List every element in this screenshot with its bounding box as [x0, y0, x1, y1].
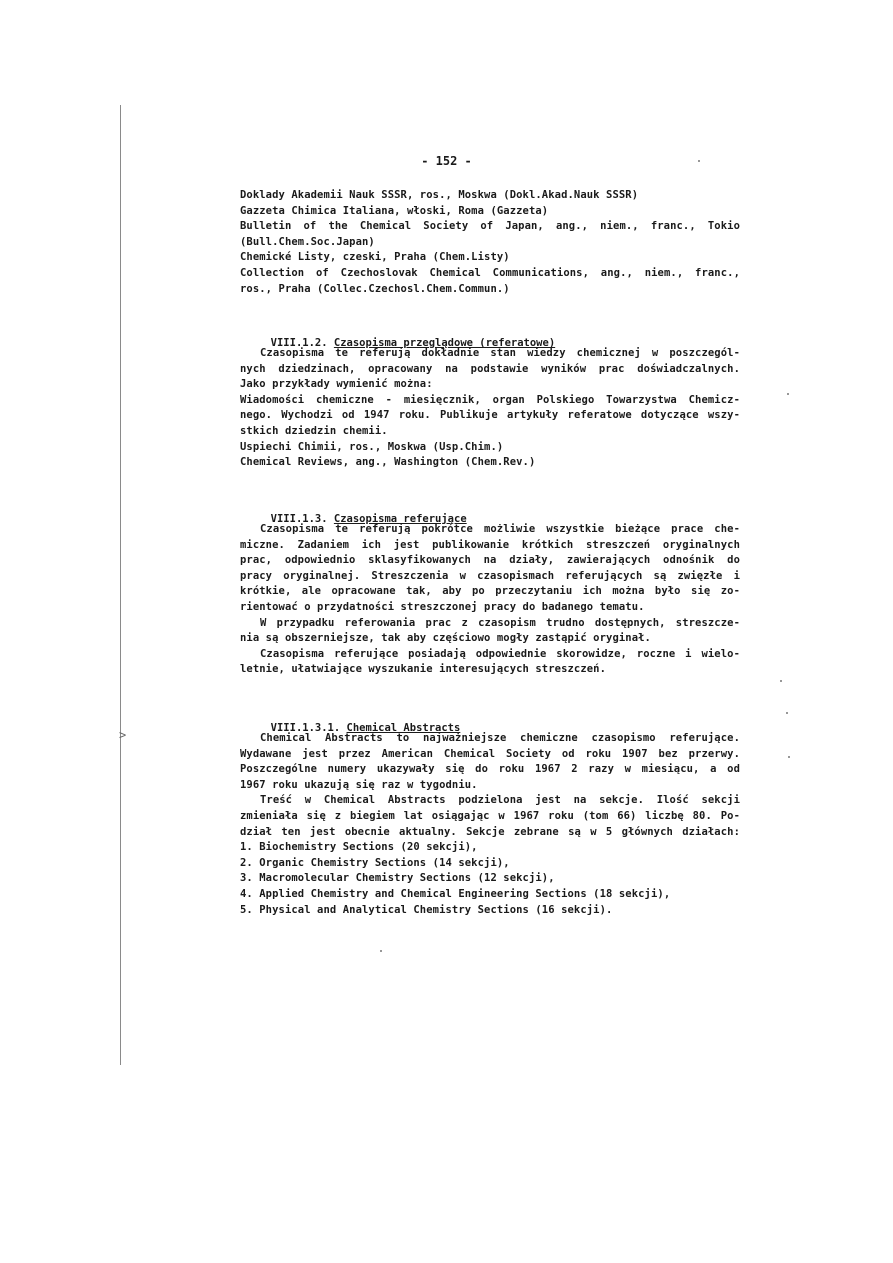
list-item: 4. Applied Chemistry and Chemical Engineering Sections (18 sekcji),: [240, 887, 671, 900]
paragraph-line: Czasopisma te referują dokładnie stan wiedzy chemicznej w poszczegól-: [260, 347, 740, 359]
list-item: 2. Organic Chemistry Sections (14 sekcji),: [240, 856, 510, 869]
journal-line: Collection of Czechoslovak Chemical Communications, ang., niem., franc.,: [240, 266, 740, 279]
section-title: Chemical Abstracts: [346, 722, 461, 734]
journal-line: Gazzeta Chimica Italiana, włoski, Roma (Gazzeta): [240, 204, 549, 217]
journals-list: [240, 188, 740, 297]
paragraph-line: Wiadomości chemiczne - miesięcznik, organ Polskiego Towarzystwa Chemicz-: [240, 393, 740, 406]
journal-line: Chemické Listy, czeski, Praha (Chem.Listy): [240, 251, 510, 264]
paragraph-line: 1967 roku ukazują się raz w tygodniu.: [240, 778, 478, 791]
section-ca-body: [240, 731, 740, 918]
journal-line: ros., Praha (Collec.Czechosl.Chem.Commun.): [240, 282, 510, 295]
journal-line: Bulletin of the Chemical Society of Japan, ang., niem., franc., Tokio: [240, 220, 740, 233]
paragraph-line: krótkie, ale opracowane tak, aby po przeczytaniu ich można było się zo-: [240, 585, 740, 598]
paragraph-line: nych dziedzinach, opracowany na podstawie wyników prac doświadczalnych.: [240, 362, 740, 375]
section-number: VIII.1.2.: [270, 337, 328, 349]
paragraph-line: miczne. Zadaniem ich jest publikowanie krótkich streszczeń oryginalnych: [240, 538, 740, 551]
scan-speck: [787, 393, 789, 395]
paragraph-line: Chemical Reviews, ang., Washington (Chem.Rev.): [240, 456, 536, 469]
scan-speck: [788, 756, 790, 758]
scan-speck: [786, 712, 788, 714]
list-item: 1. Biochemistry Sections (20 sekcji),: [240, 841, 478, 854]
paragraph-line: nego. Wychodzi od 1947 roku. Publikuje artykuły referatowe dotyczące wszy-: [240, 409, 740, 422]
section-title: Czasopisma przeglądowe (referatowe): [333, 337, 556, 349]
paragraph-line: nia są obszerniejsze, tak aby częściowo mogły zastąpić oryginał.: [240, 632, 651, 645]
paragraph-line: pracy oryginalnej. Streszczenia w czasopismach referujących są zwięzłe i: [240, 569, 740, 582]
paragraph-line: Czasopisma referujące posiadają odpowiednie skorowidze, roczne i wielo-: [260, 647, 740, 660]
journal-line: Doklady Akademii Nauk SSSR, ros., Moskwa (Dokl.Akad.Nauk SSSR): [240, 189, 639, 201]
list-item: 5. Physical and Analytical Chemistry Sections (16 sekcji).: [240, 903, 613, 916]
page-number: - 152 -: [421, 154, 472, 168]
section-review-body: [240, 346, 740, 471]
paragraph-line: Poszczególne numery ukazywały się do roku 1967 2 razy w miesiącu, a od: [240, 763, 740, 776]
section-number: VIII.1.3.1.: [270, 722, 341, 734]
paragraph-line: Wydawane jest przez American Chemical Society od roku 1907 bez przerwy.: [240, 747, 740, 760]
paragraph-line: Uspiechi Chimii, ros., Moskwa (Usp.Chim.): [240, 440, 504, 453]
paragraph-line: Czasopisma te referują pokrótce możliwie wszystkie bieżące prace che-: [260, 523, 740, 535]
paragraph-line: dział ten jest obecnie aktualny. Sekcje zebrane są w 5 głównych działach:: [240, 825, 740, 838]
section-title: Czasopisma referujące: [333, 513, 467, 525]
paragraph-line: Jako przykłady wymienić można:: [240, 378, 433, 391]
paragraph-line: zmieniała się z biegiem lat osiągając w 1967 roku (tom 66) liczbę 80. Po-: [240, 809, 740, 822]
binding-margin-line: [120, 105, 121, 1065]
paragraph-line: stkich dziedzin chemii.: [240, 424, 388, 437]
paragraph-line: Treść w Chemical Abstracts podzielona jest na sekcje. Ilość sekcji: [260, 794, 740, 807]
section-abstracting-body: [240, 522, 740, 678]
paragraph-line: prac, odpowiednio sklasyfikowanych na działy, zawierających odnośnik do: [240, 554, 740, 567]
paragraph-line: letnie, ułatwiające wyszukanie interesujących streszczeń.: [240, 663, 607, 676]
scan-speck: [380, 950, 382, 952]
scan-speck: [780, 680, 782, 682]
paragraph-line: rientować o przydatności streszczonej pracy do badanego tematu.: [240, 600, 645, 613]
journal-line: (Bull.Chem.Soc.Japan): [240, 235, 375, 248]
margin-mark: >: [119, 728, 127, 742]
section-number: VIII.1.3.: [270, 513, 328, 525]
paragraph-line: W przypadku referowania prac z czasopism trudno dostępnych, streszcze-: [260, 616, 740, 629]
paragraph-line: Chemical Abstracts to najważniejsze chemiczne czasopismo referujące.: [260, 732, 740, 744]
list-item: 3. Macromolecular Chemistry Sections (12 sekcji),: [240, 872, 555, 885]
